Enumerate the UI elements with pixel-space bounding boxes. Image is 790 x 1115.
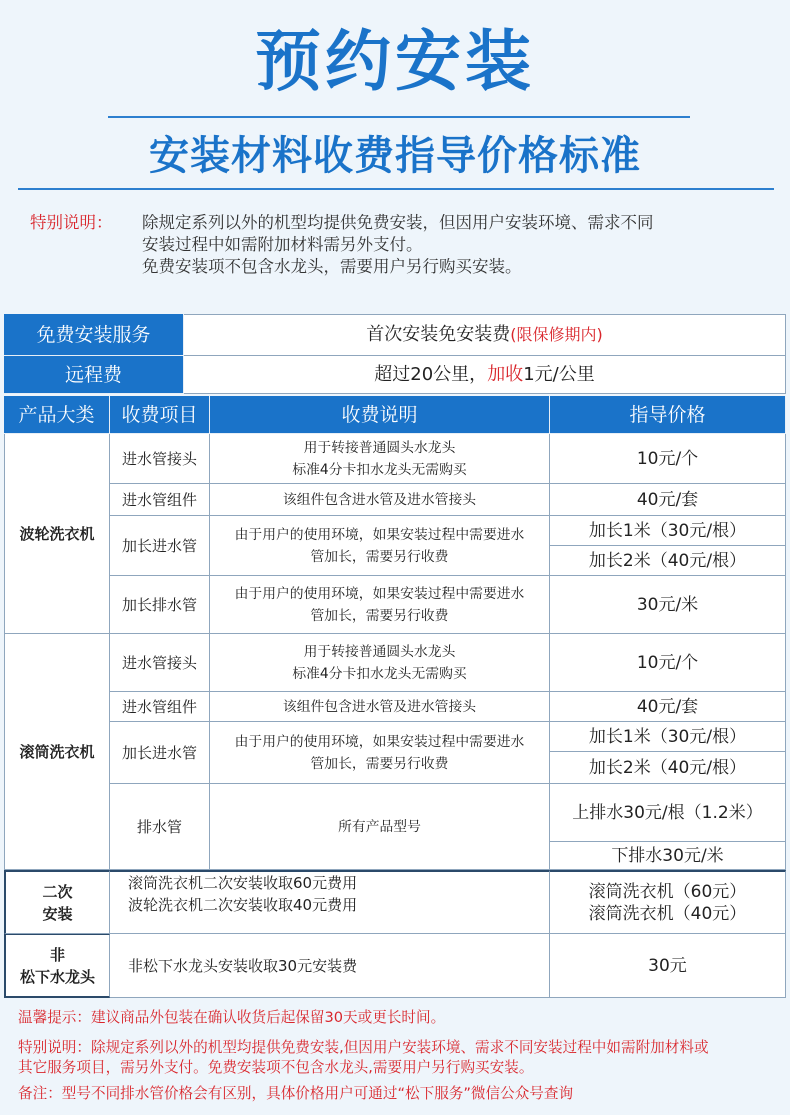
- faucet-price: 30元: [550, 934, 786, 998]
- item-cell: 进水管接头: [110, 634, 210, 692]
- page-subtitle: 安装材料收费指导价格标准: [149, 133, 641, 179]
- price-cell: 加长1米（30元/根）: [550, 722, 786, 752]
- category-drum: 滚筒洗衣机: [4, 634, 110, 870]
- item-cell: 排水管: [110, 784, 210, 870]
- item-cell: 加长进水管: [110, 516, 210, 576]
- remote-fee-label: 远程费: [4, 356, 184, 394]
- special-note-line: 安装过程中如需附加材料需另外支付。: [142, 235, 423, 254]
- category-reinstall: 二次 安装: [4, 870, 110, 934]
- reinstall-price: 滚筒洗衣机（60元） 滚筒洗衣机（40元）: [550, 870, 786, 934]
- price-cell: 加长1米（30元/根）: [550, 516, 786, 546]
- price-cell: 10元/个: [550, 434, 786, 484]
- item-cell: 加长排水管: [110, 576, 210, 634]
- footer-note-special-cont: 其它服务项目，需另外支付。免费安装项不包含水龙头,需要用户另行购买安装。: [18, 1059, 534, 1076]
- category-pulsator: 波轮洗衣机: [4, 434, 110, 634]
- column-header-category: 产品大类: [4, 396, 110, 434]
- price-cell: 30元/米: [550, 576, 786, 634]
- item-cell: 进水管组件: [110, 692, 210, 722]
- special-note-line: 免费安装项不包含水龙头，需要用户另行购买安装。: [142, 257, 522, 276]
- reinstall-description: 滚筒洗衣机二次安装收取60元费用 波轮洗衣机二次安装收取40元费用: [110, 870, 550, 934]
- description-cell: 该组件包含进水管及进水管接头: [210, 692, 550, 722]
- free-install-label: 免费安装服务: [4, 314, 184, 356]
- description-cell: 用于转接普通圆头水龙头 标准4分卡扣水龙头无需购买: [210, 634, 550, 692]
- category-faucet: 非 松下水龙头: [4, 934, 110, 998]
- page-title: 预约安装: [255, 23, 535, 100]
- price-cell: 40元/套: [550, 692, 786, 722]
- description-cell: 由于用户的使用环境，如果安装过程中需要进水 管加长，需要另行收费: [210, 516, 550, 576]
- price-cell: 10元/个: [550, 634, 786, 692]
- footer-note-tip: 温馨提示：建议商品外包装在确认收货后起保留30天或更长时间。: [18, 1009, 446, 1026]
- item-cell: 进水管组件: [110, 484, 210, 516]
- description-cell: 用于转接普通圆头水龙头 标准4分卡扣水龙头无需购买: [210, 434, 550, 484]
- price-cell: 加长2米（40元/根）: [550, 752, 786, 784]
- item-cell: 进水管接头: [110, 434, 210, 484]
- description-cell: 由于用户的使用环境，如果安装过程中需要进水 管加长，需要另行收费: [210, 576, 550, 634]
- price-cell: 下排水30元/米: [550, 842, 786, 870]
- description-cell: 所有产品型号: [210, 784, 550, 870]
- remote-fee-value: 超过20公里， 加收 1元/公里: [184, 356, 786, 394]
- free-install-value: 首次安装免安装费 (限保修期内): [184, 314, 786, 356]
- footer-note-remark: 备注：型号不同排水管价格会有区别，具体价格用户可通过“松下服务”微信公众号查询: [18, 1085, 574, 1102]
- special-note-line: 除规定系列以外的机型均提供免费安装，但因用户安装环境、需求不同: [142, 213, 654, 232]
- column-header-price: 指导价格: [550, 396, 786, 434]
- item-cell: 加长进水管: [110, 722, 210, 784]
- column-header-description: 收费说明: [210, 396, 550, 434]
- faucet-description: 非松下水龙头安装收取30元安装费: [110, 934, 550, 998]
- description-cell: 由于用户的使用环境，如果安装过程中需要进水 管加长，需要另行收费: [210, 722, 550, 784]
- price-cell: 40元/套: [550, 484, 786, 516]
- footer-note-special: 特别说明：除规定系列以外的机型均提供免费安装,但因用户安装环境、需求不同安装过程中如需附加材料或: [18, 1039, 709, 1056]
- special-note-label: 特别说明：: [30, 213, 113, 232]
- price-cell: 上排水30元/根（1.2米）: [550, 784, 786, 842]
- price-cell: 加长2米（40元/根）: [550, 546, 786, 576]
- description-cell: 该组件包含进水管及进水管接头: [210, 484, 550, 516]
- column-header-item: 收费项目: [110, 396, 210, 434]
